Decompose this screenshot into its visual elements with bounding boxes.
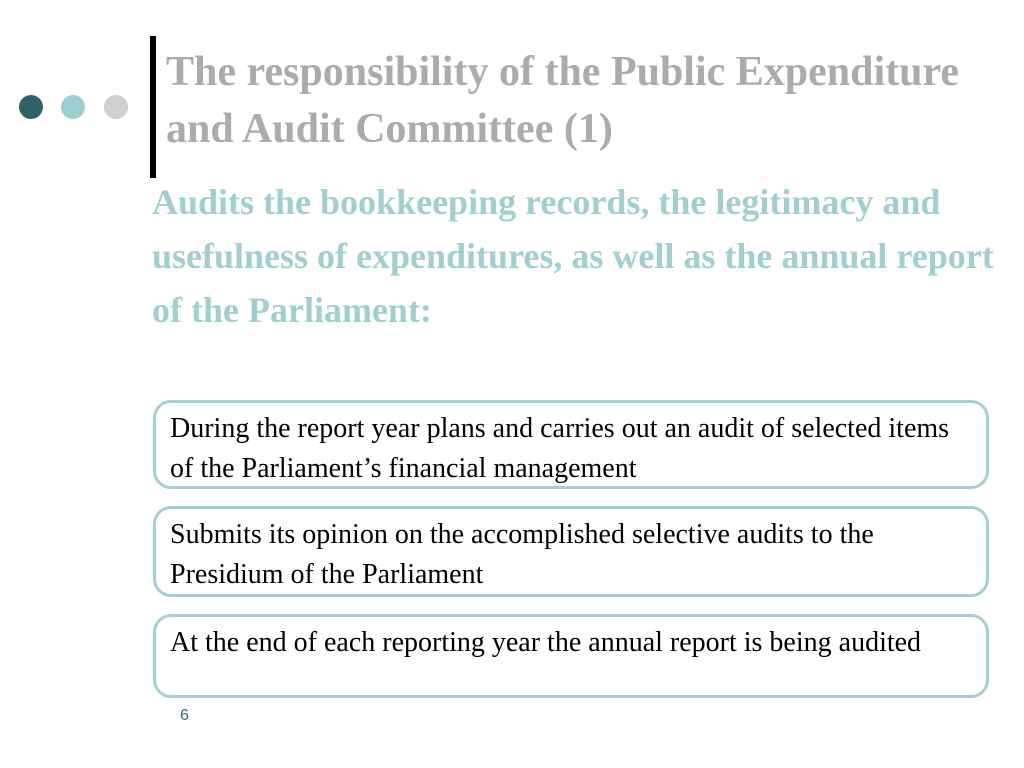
responsibility-text: At the end of each reporting year the annual report is being audited (170, 627, 922, 658)
responsibility-box (153, 400, 989, 489)
responsibility-box (153, 614, 989, 698)
slide-title: The responsibility of the Public Expenditure and Audit Committee (1) (166, 49, 960, 152)
responsibility-text: Submits its opinion on the accomplished selective audits to the Presidium of the Parliament (170, 519, 874, 590)
title-divider (150, 36, 156, 178)
page-number: 6 (180, 707, 189, 724)
lead-text: Audits the bookkeeping records, the legitimacy and usefulness of expenditures, as well as the annual report of the Parliament: (152, 182, 994, 330)
responsibility-box (153, 506, 989, 597)
decorative-dot-gray (104, 95, 128, 119)
decorative-dot-teal (61, 95, 85, 119)
responsibility-text: During the report year plans and carries out an audit of selected items of the Parliament’s financial management (170, 413, 950, 484)
decorative-dot-dark (19, 95, 43, 119)
